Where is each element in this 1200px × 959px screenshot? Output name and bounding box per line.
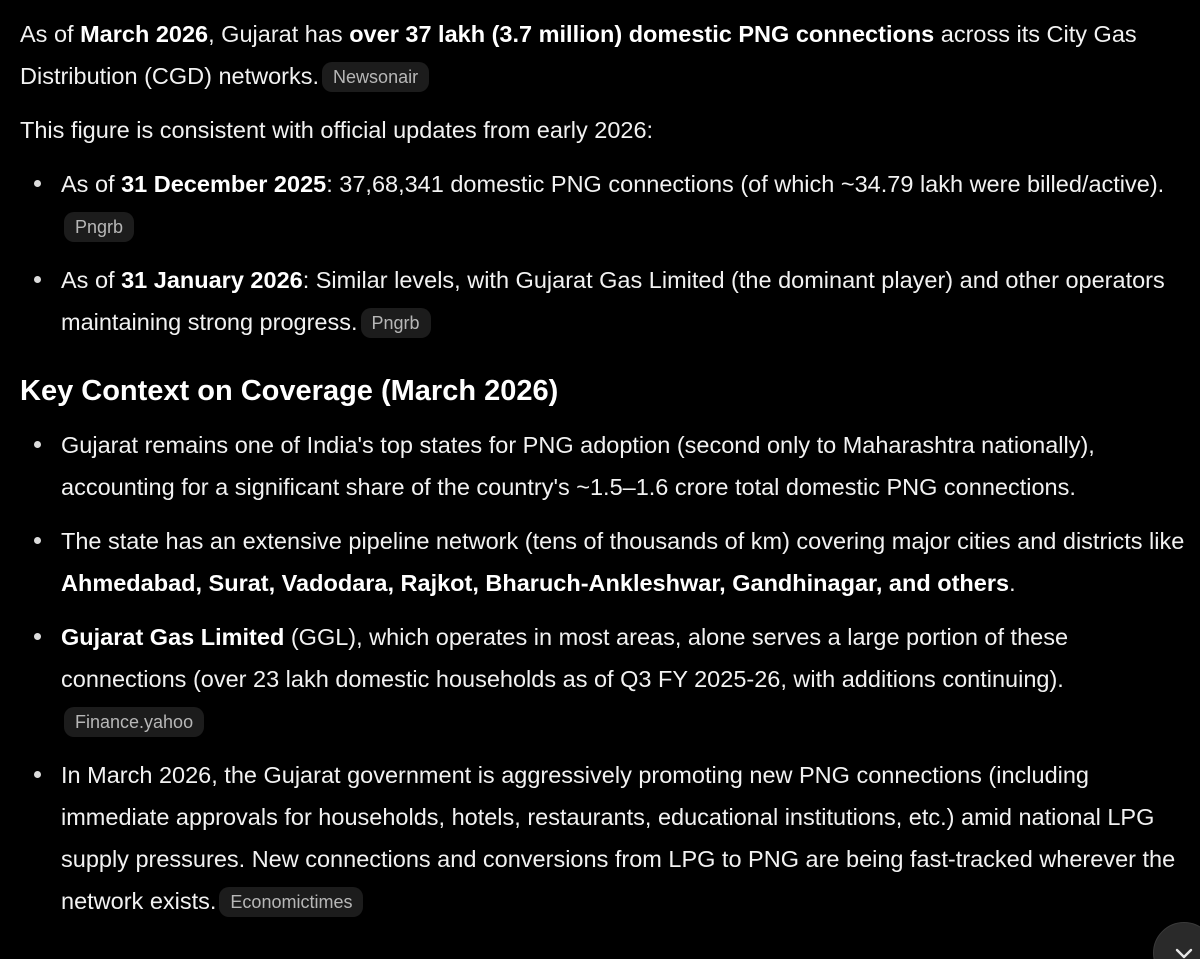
source-chip-finance-yahoo[interactable]: Finance.yahoo: [64, 707, 204, 737]
list-item: [20, 616, 1192, 742]
list-item-text: : 37,68,341 domestic PNG connections (of which ~34.79 lakh were billed/active).: [326, 171, 1165, 197]
intro-text-2: , Gujarat has: [208, 21, 350, 47]
list-item-cities: Ahmedabad, Surat, Vadodara, Rajkot, Bharuch-Ankleshwar, Gandhinagar, and others: [61, 570, 1010, 596]
list-item-text: As of: [61, 171, 122, 197]
source-chip-economictimes[interactable]: Economictimes: [219, 887, 363, 917]
intro-text-1: As of: [20, 21, 81, 47]
list-item-text: : Similar levels, with Gujarat Gas Limited (the dominant player) and other operators maintaining strong progress.: [61, 267, 1165, 335]
bullet-icon: [34, 276, 41, 283]
intro-date: March 2026: [80, 21, 209, 47]
list-item-text: In March 2026, the Gujarat government is aggressively promoting new PNG connections (including immediate approvals for households, hotels, restaurants, educational institutions, etc.) amid national LPG supply pressures. New connections and conversions from LPG to PNG are being fast-tracked wherever the network exists.: [61, 762, 1176, 914]
context-list: [20, 424, 1192, 922]
chevron-down-icon: [1171, 941, 1197, 959]
list-item-date: 31 December 2025: [121, 171, 327, 197]
bullet-icon: [34, 771, 41, 778]
response-content: [20, 13, 1192, 934]
bullet-icon: [34, 441, 41, 448]
list-item-text: (GGL), which operates in most areas, alone serves a large portion of these connections (over 23 lakh domestic households as of Q3 FY 2025-26, with additions continuing).: [61, 624, 1069, 692]
intro-highlight: over 37 lakh (3.7 million) domestic PNG connections: [349, 21, 935, 47]
update-list: [20, 163, 1192, 343]
list-item-date: 31 January 2026: [121, 267, 303, 293]
list-item-company: Gujarat Gas Limited: [61, 624, 285, 650]
source-chip-pngrb[interactable]: Pngrb: [361, 308, 431, 338]
list-item: [20, 520, 1192, 604]
consistency-paragraph: This figure is consistent with official updates from early 2026:: [20, 117, 654, 143]
list-item-text: Gujarat remains one of India's top states for PNG adoption (second only to Maharashtra nationally), accounting for a significant share of the country's ~1.5–1.6 crore total domestic PNG connections.: [61, 432, 1095, 500]
bullet-icon: [34, 537, 41, 544]
list-item-text: As of: [61, 267, 122, 293]
bullet-icon: [34, 180, 41, 187]
list-item-text: .: [1009, 570, 1016, 596]
intro-paragraph: [20, 13, 1192, 97]
intro-text-3: across its City Gas Distribution (CGD) networks.: [20, 21, 1137, 89]
list-item: [20, 754, 1192, 922]
bullet-icon: [34, 633, 41, 640]
list-item: [20, 259, 1192, 343]
source-chip-newsonair[interactable]: Newsonair: [322, 62, 429, 92]
source-chip-pngrb[interactable]: Pngrb: [64, 212, 134, 242]
list-item-text: The state has an extensive pipeline network (tens of thousands of km) covering major cities and districts like: [61, 528, 1185, 554]
section-heading: Key Context on Coverage (March 2026): [20, 375, 559, 407]
list-item: [20, 163, 1192, 247]
list-item: [20, 424, 1192, 508]
